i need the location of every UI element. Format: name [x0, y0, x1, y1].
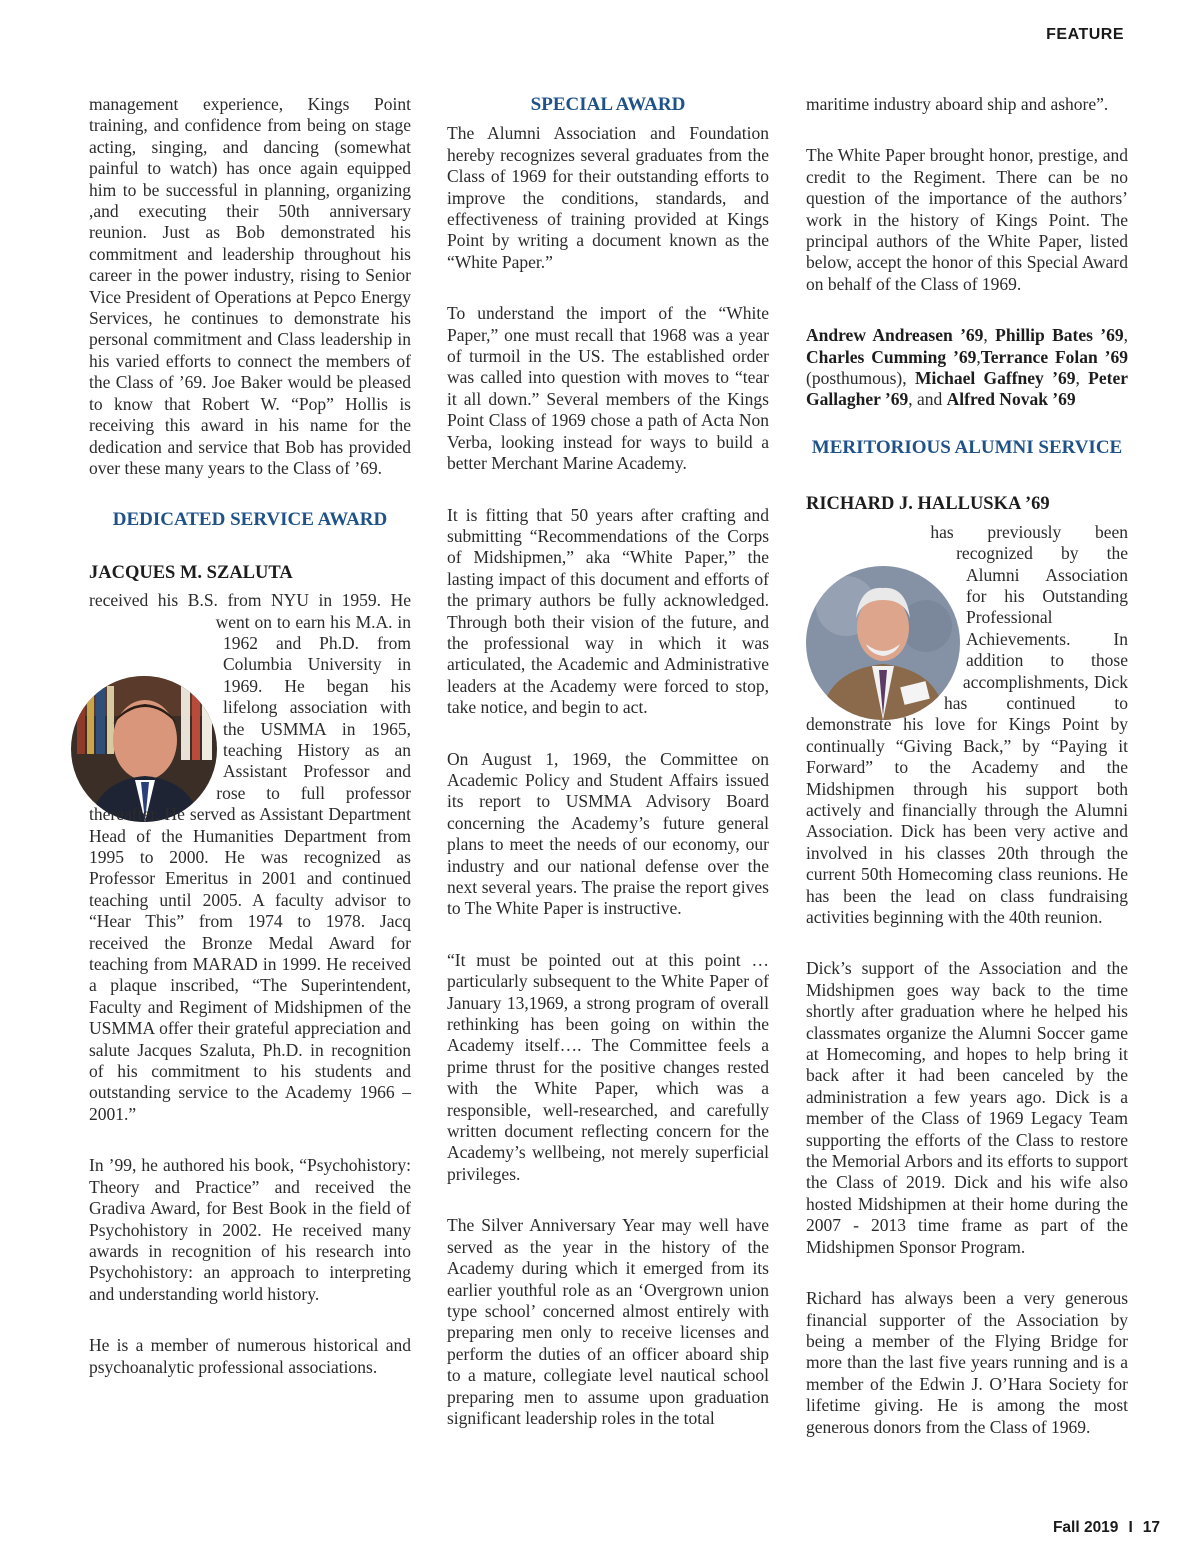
paragraph: Richard has always been a very generous financial supporter of the Association by being a member of the Flying Bridge for more than the last five years running and is a member of the Edwin J. O’Hara Society for lifetime giving. He is among the most generous donors from the Class of 1969. [806, 1288, 1128, 1437]
author-name: Andrew Andreasen ’69 [806, 325, 984, 346]
honoree-name: RICHARD J. HALLUSKA ’69 [806, 494, 1050, 515]
paragraph: “It must be pointed out at this point … particularly subsequent to the White Paper of January 13,1969, a strong program of overall rethinking has been going on within the Academy itself…. The Committee feels a prime thrust for the positive changes rested with the White Paper, which was a responsible, well-researched, and carefully written document reflecting concern for the Academy’s wellbeing, not merely superficial privileges. [447, 949, 769, 1184]
paragraph: It is fitting that 50 years after crafting and submitting “Recommendations of the Corps of Midshipmen,” aka “White Paper,” the lasting impact of this document and efforts of the primary authors be fully acknowledged. Through both their vision of the future, and the professional way in which it was articulated, the Academic and Administrative leaders at the Academy were forced to stop, take notice, and begin to act. [447, 504, 769, 718]
dedicated-service-heading: DEDICATED SERVICE AWARD [112, 509, 388, 531]
author-name: Charles Cumming ’69 [806, 346, 977, 367]
paragraph: The Alumni Association and Foundation hereby recognizes several graduates from the Class of 1969 for their outstanding efforts to improve the conditions, standards, and effectiveness of training provided at Kings Point by writing a document known as the “White Paper.” [447, 123, 769, 272]
author-name: Terrance Folan ’69 [980, 346, 1128, 367]
footer-separator: I [1128, 1519, 1133, 1536]
page-footer [1053, 1519, 1160, 1537]
portrait-photo-halluska [806, 566, 960, 720]
paragraph: On August 1, 1969, the Committee on Academic Policy and Student Affairs issued its report to USMMA Advisory Board concerning the Academy’s future general plans to meet the needs of our economy, our industry and our national defense over the next several years. The praise the report gives to The White Paper is instructive. [447, 748, 769, 919]
paragraph: The White Paper brought honor, prestige, and credit to the Regiment. There can be no question of the importance of the authors’ work in the history of Kings Point. The principal authors of the White Paper, listed below, accept the honor of this Special Award on behalf of the Class of 1969. [806, 145, 1128, 294]
paragraph-text: received his B.S. from NYU in 1959. He went on to earn his M.A. in 1962 and Ph.D. from Columbia University in 1969. He began his lifelong association with the USMMA in 1965, teaching History as an Assistant Professor and rose to full professor thereafter. He served as Assistant Department Head of the Humanities Department from 1995 to 2000. He was recognized as Professor Emeritus in 2001 and continued teaching until 2005. A faculty advisor to “Hear This” from 1974 to 1978. Jacq received the Bronze Medal Award for teaching from MARAD in 1999. He received a plaque inscribed, “The Superintendent, Faculty and Regiment of Midshipmen of the USMMA offer their grateful appreciation and salute Jacques Szaluta, Ph.D. in recognition of his commitment to his students and outstanding service to the Academy 1966 – 2001.” [89, 590, 411, 1124]
author-name: Michael Gaffney ’69 [914, 368, 1076, 389]
paragraph: maritime industry aboard ship and ashore”. [806, 94, 1109, 114]
separator: , [1123, 325, 1128, 346]
paragraph-with-photo [89, 590, 411, 1125]
author-name: Phillip Bates ’69 [995, 325, 1124, 346]
column-2 [447, 94, 769, 1459]
author-name: Peter Gallagher ’69 [806, 368, 1128, 410]
paragraph: The Silver Anniversary Year may well have served as the year in the history of the Academy during which it emerged from its earlier youthful role as an ‘Overgrown union type school’ concerned almost entirely with preparing men only to receive licenses and perform the duties of an officer aboard ship to a mature, collegiate level nautical school preparing men to assume upon graduation significant leadership roles in the total [447, 1215, 769, 1428]
paragraph: management experience, Kings Point training, and confidence from being on stage acting, singing, and dancing (somewhat painful to watch) has once again equipped him to be successful in planning, organizing ,and executing their 50th anniversary reunion. Just as Bob demonstrated his commitment and leadership throughout his career in the power industry, rising to Senior Vice President of Operations at Pepco Energy Services, he continues to demonstrate his personal commitment and Class leadership in his varied efforts to connect the members of the Class of ’69. Joe Baker would be pleased to know that Robert W. “Pop” Hollis is receiving this award in his name for the dedication and service that Bob has provided over these many years to the Class of ’69. [89, 94, 411, 478]
separator: , [976, 346, 981, 367]
separator: , and [908, 389, 947, 410]
author-name: Alfred Novak ’69 [946, 389, 1076, 410]
special-award-heading: SPECIAL AWARD [530, 94, 686, 115]
honoree-name: JACQUES M. SZALUTA [89, 562, 293, 583]
paragraph: Dick’s support of the Association and the Midshipmen goes way back to the time shortly after graduation where he helped his classmates organize the Alumni Soccer game at Homecoming, and hopes to help bring it back after it had been canceled by the administration a few years ago. Dick is a member of the Class of 1969 Legacy Team supporting the efforts of the Class to restore the Memorial Arbors and its efforts to support the Class of 2019. Dick and his wife also hosted Midshipmen at their home during the 2007 - 2013 time frame as part of the Midshipmen Sponsor Program. [806, 958, 1128, 1257]
separator: , [1075, 368, 1089, 389]
issue-label: Fall 2019 [1052, 1519, 1119, 1536]
paragraph: In ’99, he authored his book, “Psychohistory: Theory and Practice” and received the Gradiva Award, for Best Book in the field of Psychohistory in 2002. He received many awards in recognition of his research into Psychohistory: an approach to interpreting and understanding world history. [89, 1155, 411, 1304]
separator: (posthumous), [806, 368, 915, 389]
portrait-photo-szaluta [71, 676, 217, 822]
page-number: 17 [1142, 1519, 1160, 1536]
separator: , [983, 325, 996, 346]
column-3 [806, 94, 1128, 1468]
column-1 [89, 94, 411, 1408]
paragraph: To understand the import of the “White Paper,” one must recall that 1968 was a year of turmoil in the US. The established order was called into question with moves to “tear it all down.” Several members of the Kings Point Class of 1969 chose a path of Acta Non Verba, looking instead for ways to build a better Merchant Marine Academy. [447, 303, 769, 474]
meritorious-service-heading: MERITORIOUS ALUMNI SERVICE [811, 436, 1123, 458]
paragraph: He is a member of numerous historical and psychoanalytic professional associations. [89, 1335, 411, 1377]
section-label: FEATURE [1046, 26, 1124, 43]
authors-list [806, 325, 1128, 411]
paragraph-with-photo [806, 522, 1128, 929]
paragraph-text: has previously been recognized by the Alumni Association for his Outstanding Professional Achievements. In addition to those accomplishments, Dick has continued to demonstrate his love for Kings Point by continually “Giving Back,” by “Paying it Forward” to the Academy and the Midshipmen through his support both actively and financially through the Alumni Association. Dick has been very active and involved in his classes 20th through the current 50th Homecoming class reunions. He has been the lead on class fundraising activities beginning with the 40th reunion. [806, 521, 1128, 927]
